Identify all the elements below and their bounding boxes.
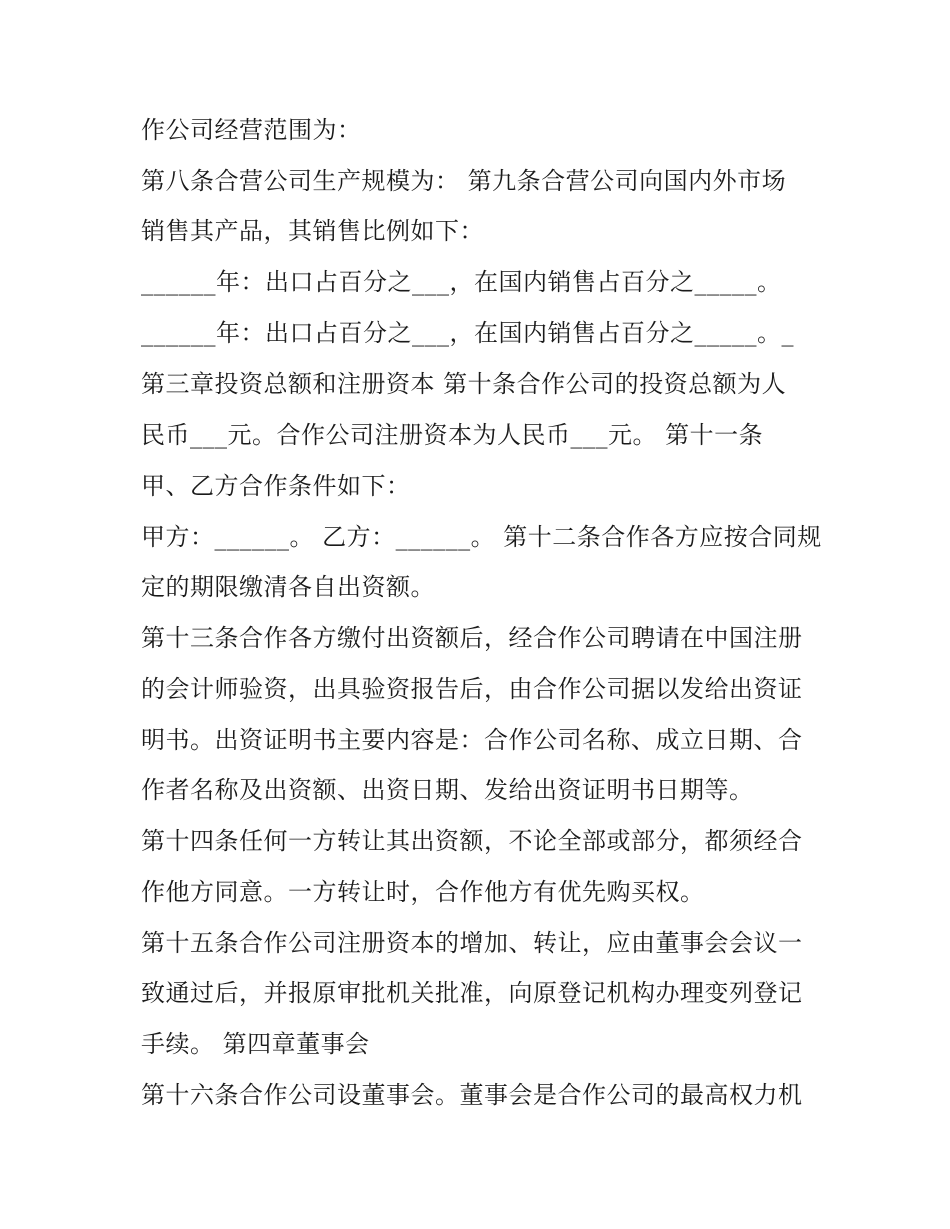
text-line: 作他方同意。一方转让时，合作他方有优先购买权。	[141, 878, 705, 906]
text-line: 销售其产品，其销售比例如下：	[141, 217, 484, 245]
text-line: 的会计师验资，出具验资报告后，由合作公司据以发给出资证	[141, 675, 803, 703]
text-line: 第十四条任何一方转让其出资额，不论全部或部分，都须经合	[141, 827, 803, 855]
text-line: 第十六条合作公司设董事会。董事会是合作公司的最高权力机	[141, 1081, 803, 1109]
text-line: 甲、乙方合作条件如下：	[141, 472, 411, 500]
text-line: 作者名称及出资额、出资日期、发给出资证明书日期等。	[141, 776, 754, 804]
text-line: 手续。 第四章董事会	[141, 1030, 370, 1058]
text-line: 致通过后，并报原审批机关批准，向原登记机构办理变列登记	[141, 979, 803, 1007]
text-line: 定的期限缴清各自出资额。	[141, 573, 435, 601]
text-line: 第十三条合作各方缴付出资额后，经合作公司聘请在中国注册	[141, 624, 803, 652]
text-line: 甲方：______。 乙方：______。 第十二条合作各方应按合同规	[141, 523, 822, 551]
text-line: 第十五条合作公司注册资本的增加、转让，应由董事会会议一	[141, 929, 803, 957]
text-line: ______年：出口占百分之___，在国内销售占百分之_____。	[141, 268, 782, 296]
text-line: 作公司经营范围为：	[141, 116, 362, 144]
text-line: 第八条合营公司生产规模为： 第九条合营公司向国内外市场	[141, 167, 787, 195]
text-line: 第三章投资总额和注册资本 第十条合作公司的投资总额为人	[141, 370, 787, 398]
text-line: 明书。出资证明书主要内容是：合作公司名称、成立日期、合	[141, 726, 803, 754]
text-line: ______年：出口占百分之___，在国内销售占百分之_____。_	[141, 319, 794, 347]
text-line: 民币___元。合作公司注册资本为人民币___元。 第十一条	[141, 421, 764, 449]
